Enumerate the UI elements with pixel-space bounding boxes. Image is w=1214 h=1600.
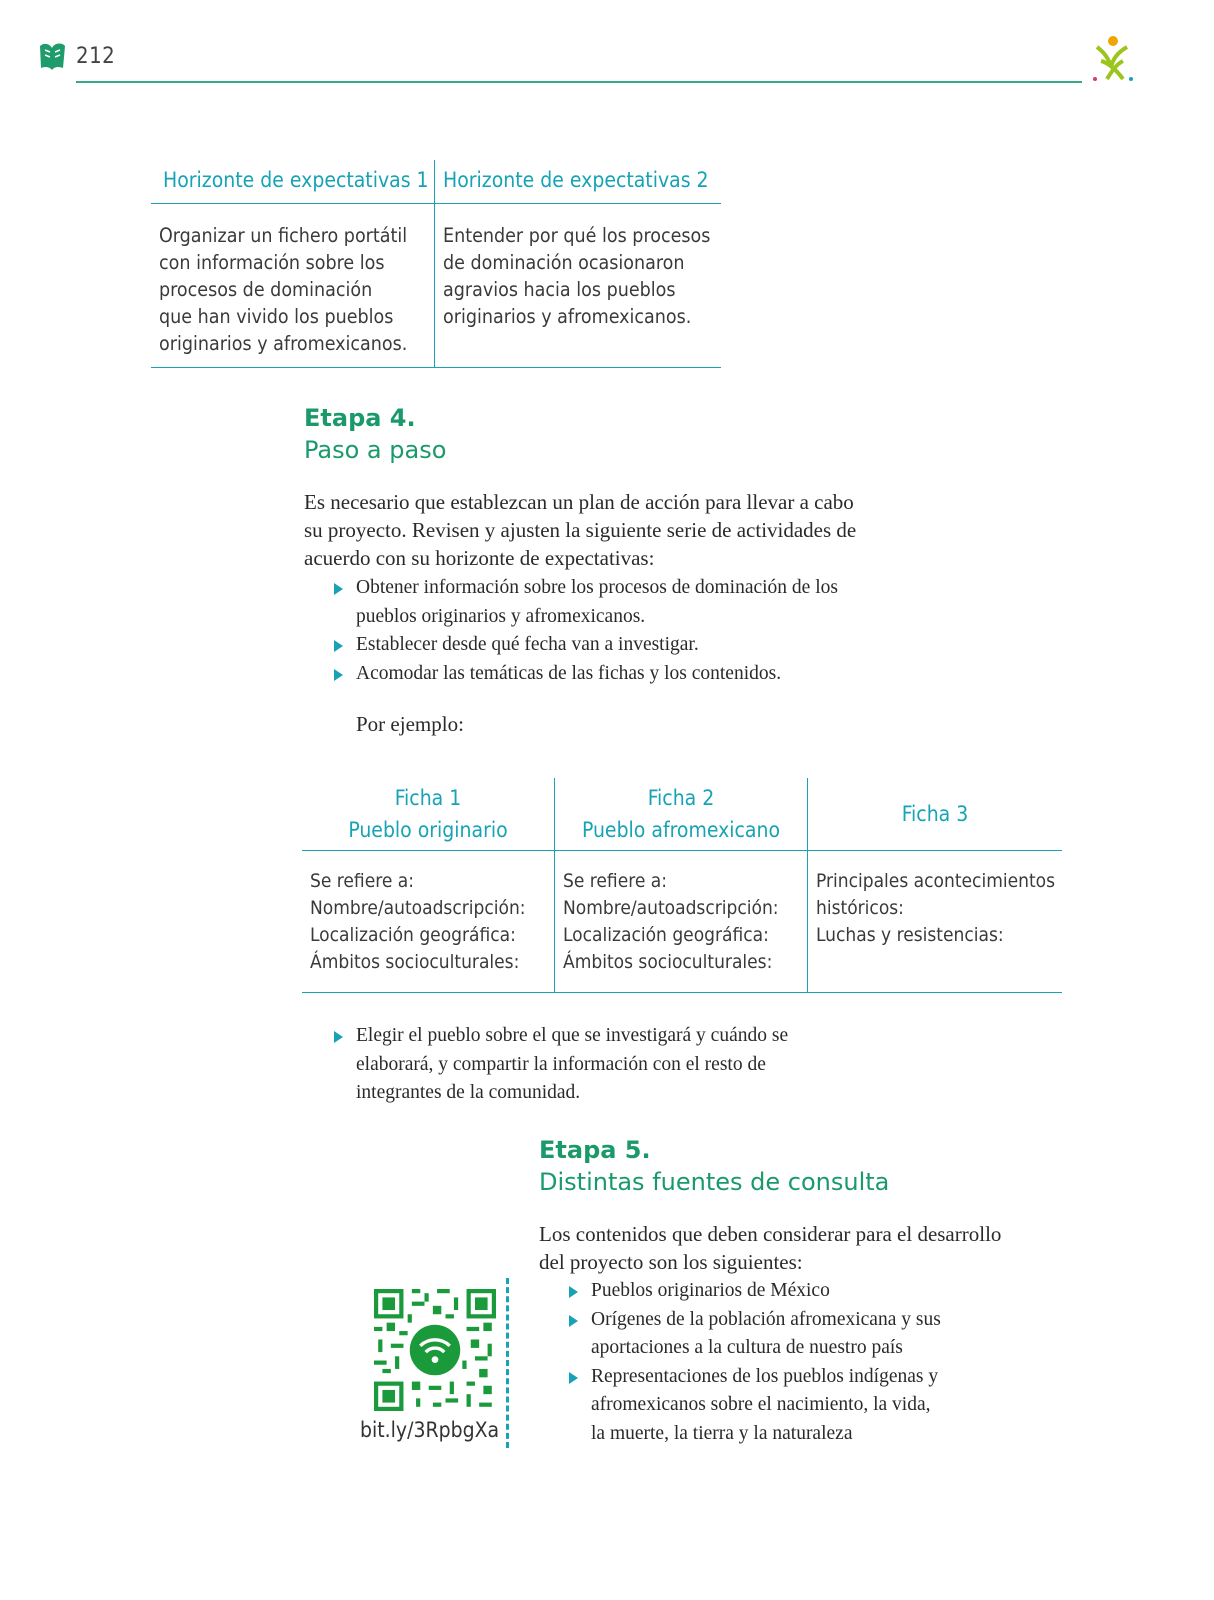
table1-header-1: Horizonte de expectativas 1 — [163, 168, 429, 192]
brand-logo-icon — [1087, 33, 1137, 85]
ficha1-cell: Se refiere a: Nombre/autoadscripción: Localización geográfica: Ámbitos socioculturales: — [310, 870, 526, 973]
table1-cell-2: Entender por qué los procesos de dominación ocasionaron agravios hacia los pueblos originarios y afromexicanos. — [443, 224, 711, 328]
etapa4-bullets — [330, 574, 950, 688]
expectations-table — [151, 160, 721, 368]
bullet-triangle-icon — [334, 583, 343, 595]
table2-divider-2 — [807, 778, 808, 993]
fichas-table — [302, 778, 1062, 993]
etapa5-bullets — [565, 1277, 1045, 1448]
table1-header-2: Horizonte de expectativas 2 — [443, 168, 709, 192]
ficha3-header: Ficha 3 — [901, 802, 969, 826]
ficha2-cell: Se refiere a: Nombre/autoadscripción: Localización geográfica: Ámbitos socioculturales: — [563, 870, 779, 973]
list-item: Orígenes de la población afromexicana y sus aportaciones a la cultura de nuestro país — [565, 1306, 1045, 1363]
list-item: Representaciones de los pueblos indígenas y afromexicanos sobre el nacimiento, la vida, la muerte, la tierra y la naturaleza — [565, 1363, 1045, 1449]
example-label: Por ejemplo: — [356, 712, 464, 736]
etapa4-heading: Etapa 4. Paso a paso — [304, 404, 447, 464]
bullet-triangle-icon — [334, 669, 343, 681]
table2-bottom-rule — [302, 992, 1062, 993]
list-item: Acomodar las temáticas de las fichas y los contenidos. — [330, 660, 950, 689]
list-item: Establecer desde qué fecha van a investigar. — [330, 631, 950, 660]
ficha3-cell: Principales acontecimientos históricos: Luchas y resistencias: — [816, 870, 1056, 946]
table2-header-rule — [302, 850, 1062, 851]
table1-divider — [434, 160, 435, 368]
bullet-triangle-icon — [569, 1286, 578, 1298]
list-item: Elegir el pueblo sobre el que se investigará y cuándo se elaborará, y compartir la información con el resto de integrantes de la comunidad. — [330, 1022, 850, 1108]
page-number: 212 — [76, 44, 116, 69]
bullet-triangle-icon — [569, 1315, 578, 1327]
bullet-triangle-icon — [569, 1372, 578, 1384]
list-item: Obtener información sobre los procesos de dominación de los pueblos originarios y afromexicanos. — [330, 574, 950, 631]
book-logo-icon — [36, 40, 68, 74]
qr-code-icon[interactable] — [374, 1289, 496, 1411]
etapa4-intro: Es necesario que establezcan un plan de acción para llevar a cabo su proyecto. Revisen y ajusten la siguiente serie de actividades de acuerdo con su horizonte de expectativas: — [304, 490, 857, 570]
table1-header-rule — [151, 203, 721, 204]
bullet-triangle-icon — [334, 640, 343, 652]
etapa4-last-bullet — [330, 1022, 850, 1108]
qr-dashed-divider — [506, 1278, 509, 1448]
bullet-triangle-icon — [334, 1031, 343, 1043]
qr-short-link[interactable]: bit.ly/3RpbgXa — [360, 1418, 500, 1442]
list-item: Pueblos originarios de México — [565, 1277, 1045, 1306]
etapa5-heading: Etapa 5. Distintas fuentes de consulta — [539, 1136, 890, 1196]
table1-bottom-rule — [151, 367, 721, 368]
etapa5-intro: Los contenidos que deben considerar para el desarrollo del proyecto son los siguientes: — [539, 1222, 1002, 1274]
table1-cell-1: Organizar un fichero portátil con información sobre los procesos de dominación que han vivido los pueblos originarios y afromexicanos. — [159, 224, 408, 355]
header-rule — [76, 81, 1082, 83]
table2-divider-1 — [554, 778, 555, 993]
ficha1-header: Ficha 1 Pueblo originario — [348, 786, 508, 842]
ficha2-header: Ficha 2 Pueblo afromexicano — [581, 786, 781, 842]
